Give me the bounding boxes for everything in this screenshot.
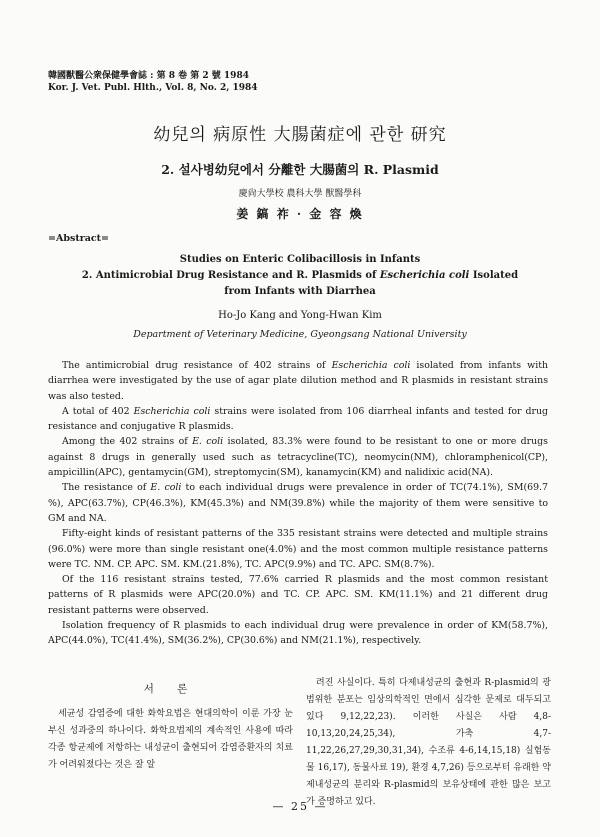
text-run: The resistance of <box>62 482 151 494</box>
text-run: isolated from infants with diarrhea were investigated by the use of agar plate dilution method and R plasmids in resistant strains was also tested. <box>48 360 549 402</box>
department-english: Department of Veterinary Medicine, Gyeongsang National University <box>133 329 467 340</box>
abstract-paragraph <box>48 480 548 526</box>
journal-line-korean: 韓國獸醫公衆保健學會誌 : 第 8 卷 第 2 號 1984 <box>48 71 249 81</box>
species-name: E. coli <box>192 436 224 448</box>
title-line2-italic: Escherichia coli <box>379 270 470 281</box>
abstract-paragraph: Fifty-eight kinds of resistant patterns of the 335 resistant strains were detected and multiple strains (96.0%) were more than single resistant one(4.0%) and the most common multiple resistance patterns were TC. NM. CP. APC. SM. KM.(21.8%), TC. APC(9.9%) and TC. APC. SM(8.7%). <box>48 528 548 570</box>
journal-header <box>48 70 258 94</box>
affiliation-korean: 慶尙大學校 農科大學 獸醫學科 <box>238 189 362 199</box>
title-korean: 幼兒의 病原性 大腸菌症에 관한 研究 <box>153 125 447 145</box>
text-run: to each individual drugs were prevalence in order of TC(74.1%), SM(69.7 %), APC(63.7%), CP(46.3%), KM(45.3%) and NM(39.8%) while the majority of them were sensitive to GM and NA. <box>48 482 548 524</box>
text-run: Among the 402 strains of <box>62 436 193 448</box>
title-english-line3: from Infants with Diarrhea <box>224 286 376 297</box>
species-name: Escherichia coli <box>331 360 411 371</box>
abstract-label: =Abstract= <box>48 233 110 244</box>
species-name: Escherichia coli <box>133 405 211 417</box>
page-number: — 25 — <box>272 800 328 813</box>
title-line2-pre: 2. Antimicrobial Drug Resistance and R. Plasmids of <box>81 270 380 281</box>
journal-line-english: Kor. J. Vet. Publ. Hlth., Vol. 8, No. 2, 1984 <box>48 83 258 93</box>
text-run: isolated, 83.3% were found to be resistant to one or more drugs against 8 drugs in generally used such as tetracycline(TC), neomycin(NM), chloramphenicol(CP), ampicillin(APC), gentamycin(GM), streptomycin(SM), kanamycin(KM) and nalidixic acid(NA). <box>48 436 548 479</box>
title-english <box>0 252 600 300</box>
abstract-paragraph: Of the 116 resistant strains tested, 77.6% carried R plasmids and the most common resistant patterns of R plasmids were APC(20.0%) and TC. CP. APC. SM. KM(11.1%) and 21 different drug resistant patterns were observed. <box>48 574 548 616</box>
text-run: strains were isolated from 106 diarrheal infants and tested for drug resistance and conjugative R plasmids. <box>48 405 549 433</box>
authors-korean: 姜 鎬 祚 · 金 容 煥 <box>236 207 364 221</box>
abstract-body <box>48 358 548 649</box>
title-line2-post: Isolated <box>469 270 519 281</box>
section-heading: 서 론 <box>143 683 198 695</box>
abstract-paragraph <box>48 358 548 404</box>
title-english-line2 <box>0 268 600 284</box>
abstract-paragraph: Isolation frequency of R plasmids to each individual drug were prevalence in order of KM(58.7%), APC(44.0%), TC(41.4%), SM(36.2%), CP(30.6%) and NM(21.1%), respectively. <box>48 620 548 647</box>
text-run: The antimicrobial drug resistance of 402 strains of <box>62 360 332 371</box>
text-run: A total of 402 <box>62 405 134 417</box>
authors-english: Ho-Jo Kang and Yong-Hwan Kim <box>218 310 382 321</box>
abstract-paragraph <box>48 434 548 480</box>
body-paragraph: 려진 사실이다. 특히 다제내성균의 출현과 R-plasmid의 광범위한 분포는 임상의학적인 면에서 심각한 문제로 대두되고 있다 9,12,22,23). 이러한 사실은 사람 4,8-10,13,20,24,25,34), 가축 4,7-11,22,26,27,29,30,31,34), 수조류 4-6,14,15,18) 실험동물 16,17), 동물사료 19), 환경 4,7,26) 등으로부터 유래한 약제내성균의 분리와 R-plasmid의 보유상태에 관한 많은 보고가 증명하고 있다. <box>306 678 551 807</box>
body-paragraph: 세균성 감염증에 대한 화학요법은 현대의학이 이룬 가장 눈부신 성과중의 하나이다. 화학요법제의 계속적인 사용에 따라 각종 항균제에 저항하는 내성균이 출현되어 감염증환자의 치료가 어려워졌다는 것은 잘 알 <box>48 709 293 770</box>
title-english-line1: Studies on Enteric Colibacillosis in Infants <box>179 254 421 265</box>
body-column-left <box>48 675 293 774</box>
body-column-right <box>306 675 551 811</box>
subtitle-korean: 2. 설사병幼兒에서 分離한 大腸菌의 R. Plasmid <box>161 162 439 177</box>
species-name: E. coli <box>150 482 182 494</box>
abstract-paragraph <box>48 404 548 435</box>
